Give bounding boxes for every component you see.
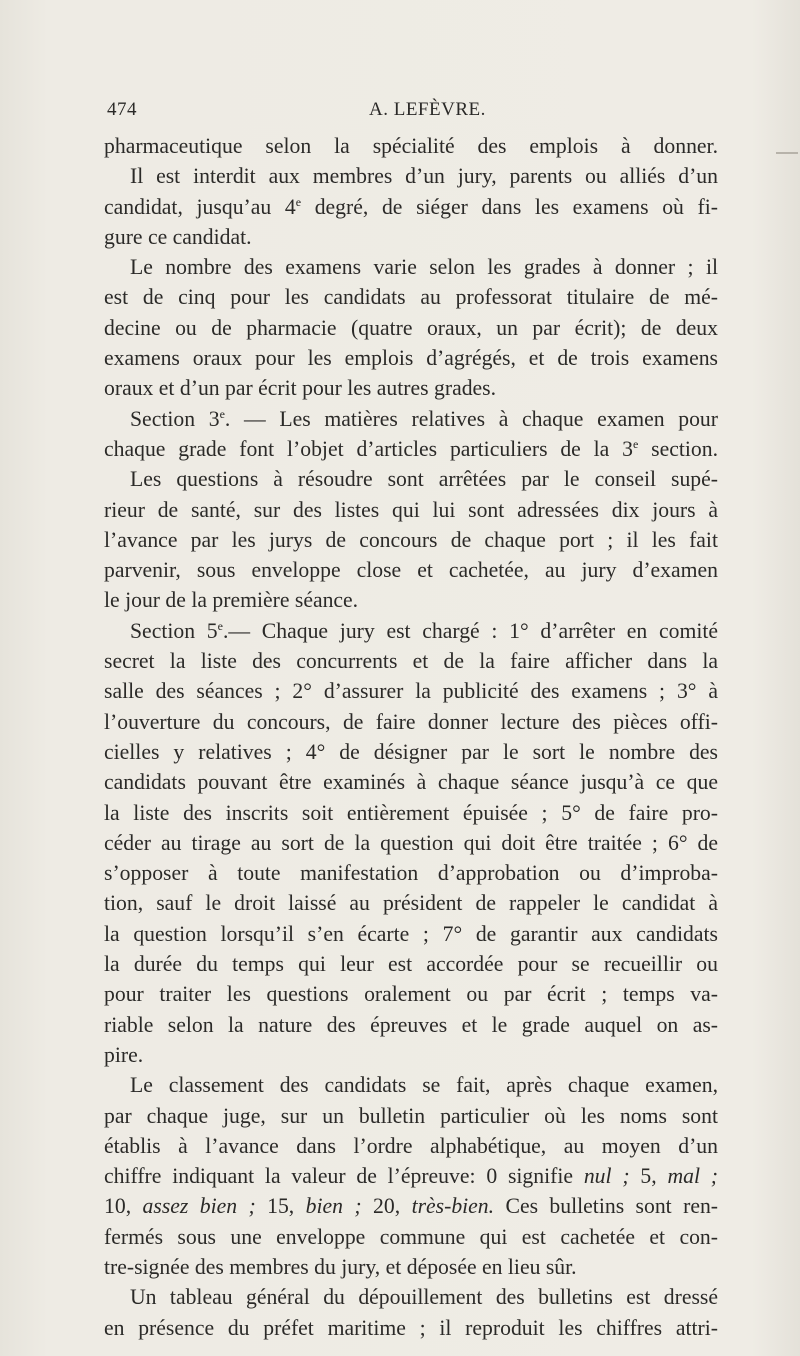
text-line: Le classement des candidats se fait, après chaque examen, [130,1073,718,1098]
text-line: le jour de la première séance. [104,588,359,613]
text-line: tre-signée des membres du jury, et déposée en lieu sûr. [104,1254,577,1279]
text-line: cielles y relatives ; 4° de désigner par le sort le nombre des [104,739,718,764]
text-line: Il est interdit aux membres d’un jury, parents ou alliés d’un [130,164,718,189]
text-line: riable selon la nature des épreuves et le grade auquel on as- [104,1012,718,1037]
text-line: pire. [104,1042,144,1067]
text-line: Section 5e.— Chaque jury est chargé : 1° d’arrêter en comité [130,618,718,643]
text-line: chaque grade font l’objet d’articles particuliers de la 3e section. [104,436,718,461]
text-line: pharmaceutique selon la spécialité des emplois à donner. [104,134,718,158]
text-line: gure ce candidat. [104,224,252,249]
page-header [107,99,717,129]
text-line: examens oraux pour les emplois d’agrégés, et de trois examens [104,346,718,371]
text-line: chiffre indiquant la valeur de l’épreuve: 0 signifie nul ; 5, mal ; [104,1164,719,1189]
page-number: 474 [107,99,137,120]
text-line: est de cinq pour les candidats au professorat titulaire de mé- [104,285,718,310]
text-line: l’ouverture du concours, de faire donner lecture des pièces offi- [104,709,718,734]
text-line: tion, sauf le droit laissé au président de rappeler le candidat à [104,891,718,916]
text-line: s’opposer à toute manifestation d’approbation ou d’improba- [104,861,718,886]
text-line: Le nombre des examens varie selon les grades à donner ; il [130,255,718,280]
text-line: l’avance par les jurys de concours de chaque port ; il les fait [104,527,718,552]
text-line: salle des séances ; 2° d’assurer la publicité des examens ; 3° à [104,679,718,704]
text-line: Section 3e. — Les matières relatives à chaque examen pour [130,406,718,431]
body-text [104,131,718,1343]
text-line: decine ou de pharmacie (quatre oraux, un par écrit); de deux [104,315,718,340]
text-line: la liste des inscrits soit entièrement épuisée ; 5° de faire pro- [104,800,718,825]
text-line: fermés sous une enveloppe commune qui est cachetée et con- [104,1224,718,1249]
text-line: établis à l’avance dans l’ordre alphabétique, au moyen d’un [104,1133,718,1158]
text-line: céder au tirage au sort de la question qui doit être traitée ; 6° de [104,830,718,855]
text-line: 10, assez bien ; 15, bien ; 20, très-bien. Ces bulletins sont ren- [104,1194,719,1219]
edge-mark [776,152,798,154]
text-line: la durée du temps qui leur est accordée pour se recueillir ou [104,952,718,977]
text-line: la question lorsqu’il s’en écarte ; 7° de garantir aux candidats [104,921,718,946]
text-line: oraux et d’un par écrit pour les autres grades. [104,376,497,401]
text-line: en présence du préfet maritime ; il reproduit les chiffres attri- [104,1315,718,1340]
text-line: par chaque juge, sur un bulletin particulier où les noms sont [104,1103,718,1128]
text-line: pour traiter les questions oralement ou par écrit ; temps va- [104,982,718,1007]
text-line: candidats pouvant être examinés à chaque séance jusqu’à ce que [104,770,718,795]
text-line: parvenir, sous enveloppe close et cachetée, au jury d’examen [104,558,718,583]
running-title: A. LEFÈVRE. [369,99,486,120]
text-line: candidat, jusqu’au 4e degré, de siéger dans les examens où fi- [104,194,719,219]
text-line: secret la liste des concurrents et de la faire afficher dans la [104,649,718,674]
text-line: Les questions à résoudre sont arrêtées par le conseil supé- [130,467,718,492]
text-line: rieur de santé, sur des listes qui lui sont adressées dix jours à [104,497,718,522]
text-line: Un tableau général du dépouillement des bulletins est dressé [130,1285,718,1310]
